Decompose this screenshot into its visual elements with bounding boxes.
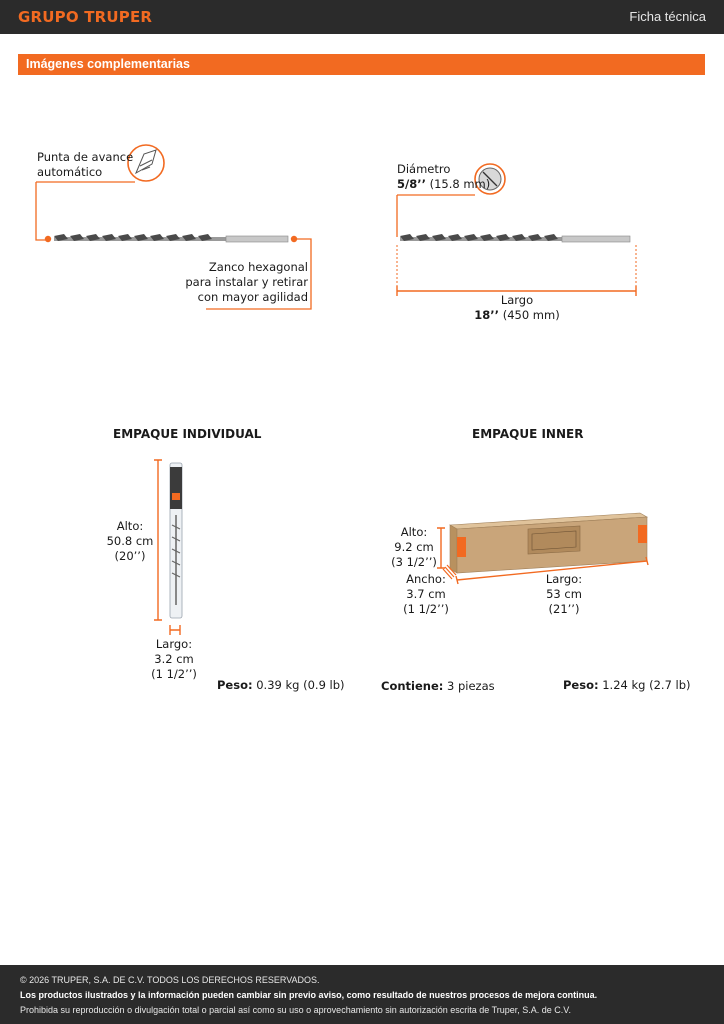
footer-copyright: © 2026 TRUPER, S.A. DE C.V. TODOS LOS DERECHOS RESERVADOS. (20, 975, 320, 985)
length-inches: 18’’ (474, 308, 500, 322)
auger-bit-image (54, 234, 288, 242)
inner-width-label: Ancho: (406, 572, 446, 586)
individual-height-cm: 50.8 cm (106, 534, 154, 548)
inner-width-cm: 3.7 cm (406, 587, 446, 601)
inner-height-label: Alto: (400, 525, 428, 539)
top-bar (0, 0, 724, 34)
brand-logo: GRUPO TRUPER (18, 8, 153, 26)
inner-contains-value: 3 piezas (447, 679, 495, 693)
individual-weight-value: 0.39 kg (0.9 lb) (256, 678, 345, 692)
inner-width-in: (1 1/2’’) (403, 602, 449, 616)
tip-label-line2: automático (37, 165, 103, 179)
individual-length-cm: 3.2 cm (154, 652, 194, 666)
diameter-inches: 5/8’’ (397, 177, 426, 191)
individual-length-in: (1 1/2’’) (151, 667, 197, 681)
length-label: Largo (500, 293, 534, 307)
individual-pack-heading: EMPAQUE INDIVIDUAL (113, 427, 262, 441)
inner-length-in: (21’’) (548, 602, 580, 616)
section-header (18, 54, 705, 75)
tip-label-line1: Punta de avance (37, 150, 134, 164)
inner-weight-value: 1.24 kg (2.7 lb) (602, 678, 691, 692)
individual-weight-label: Peso: (217, 678, 253, 692)
footer-legal: Prohibida su reproducción o divulgación total o parcial así como su uso o aprovechamiento sin autorización escrita de Truper, S.A. de C.V. (20, 1005, 571, 1015)
individual-length-label: Largo: (155, 637, 193, 651)
inner-weight-label: Peso: (563, 678, 599, 692)
document-type: Ficha técnica (629, 9, 706, 24)
inner-contains-label: Contiene: (381, 679, 444, 693)
auger-bit-image-2 (400, 234, 630, 242)
diameter-label: Diámetro (397, 162, 451, 176)
length-mm: (450 mm) (502, 308, 560, 322)
inner-pack-heading: EMPAQUE INNER (472, 427, 584, 441)
footer (0, 965, 724, 1024)
shank-label-line3: con mayor agilidad (197, 290, 308, 304)
inner-length-label: Largo: (545, 572, 583, 586)
inner-length-cm: 53 cm (546, 587, 582, 601)
shank-label-line2: para instalar y retirar (185, 275, 308, 289)
footer-notice: Los productos ilustrados y la información pueden cambiar sin previo aviso, como resultado de nuestros procesos de mejora continua. (20, 990, 598, 1000)
diameter-mm: (15.8 mm) (429, 177, 491, 191)
inner-height-cm: 9.2 cm (394, 540, 434, 554)
inner-height-in: (3 1/2’’) (391, 555, 437, 569)
section-title: Imágenes complementarias (26, 57, 190, 71)
individual-height-in: (20’’) (114, 549, 146, 563)
shank-label-line1: Zanco hexagonal (208, 260, 308, 274)
individual-height-label: Alto: (116, 519, 144, 533)
